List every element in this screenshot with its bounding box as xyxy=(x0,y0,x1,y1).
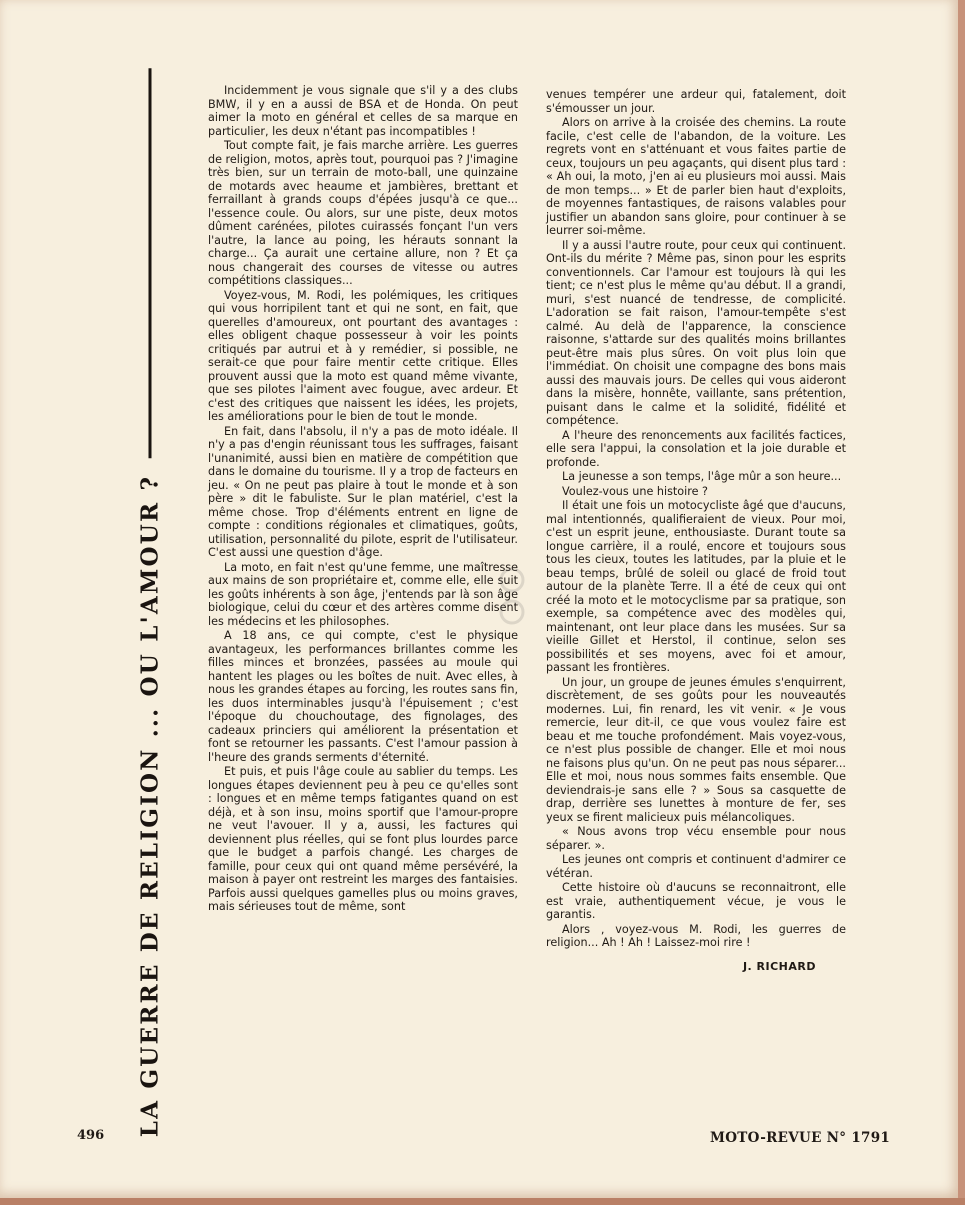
article-title xyxy=(137,69,164,1138)
page-edge-right xyxy=(958,0,965,1205)
paragraph: La jeunesse a son temps, l'âge mûr a son heure... xyxy=(562,470,842,483)
paragraph: Voulez-vous une histoire ? xyxy=(562,484,708,498)
paragraph: A l'heure des renoncements aux facilités factices, elle sera l'appui, la consolation et la joie durable et profonde. xyxy=(546,428,846,469)
paragraph: A 18 ans, ce qui compte, c'est le physique avantageux, les performances brillantes comme les filles minces et bronzées, passées au moule qui hantent les plages ou les boîtes de nuit. Avec elles, à nous les grandes étapes au forcing, les routes sans fin, les duos interminables jusqu'à l'épuisement ; c'est l'époque du chouchoutage, des fignolages, des cadeaux princiers qui améliorent la présentation et font se retourner les passants. C'est l'amour passion à l'heure des grands serments d'éternité. xyxy=(208,629,518,764)
title-rule xyxy=(149,69,152,459)
paragraph: « Nous avons trop vécu ensemble pour nous séparer. ». xyxy=(546,825,846,852)
article-title-text: LA GUERRE DE RELIGION ... OU L'AMOUR ? xyxy=(136,474,164,1138)
paragraph: Voyez-vous, M. Rodi, les polémiques, les critiques qui vous horripilent tant et qui ne sont, en fait, que querelles d'amoureux, ont pourtant des avantages : elles obligent chaque possesseur à voir les points critiqués par autrui et à y remédier, si possible, ne serait-ce que pour faire mentir cette critique. Elles prouvent aussi que la moto est quand même vivante, que ses pilotes l'aiment avec fougue, avec ardeur. Et c'est des critiques que naissent les idées, les projets, les améliorations pour le bien de tout le monde. xyxy=(208,288,518,423)
paragraph: En fait, dans l'absolu, il n'y a pas de moto idéale. Il n'y a pas d'engin réunissant tous les suffrages, faisant l'unanimité, aussi bien en matière de compétition que dans le domaine du tourisme. Il y a trop de facteurs en jeu. « On ne peut pas plaire à tout le monde et à son père » dit le fabuliste. Sur le plan matériel, c'est la même chose. Trop d'éléments entrent en ligne de compte : conditions régionales et climatiques, goûts, utilisation, personnalité du pilote, esprit de l'utilisateur. C'est aussi une question d'âge. xyxy=(208,424,518,559)
page-number: 496 xyxy=(77,1128,105,1143)
paragraph: Les jeunes ont compris et continuent d'admirer ce vétéran. xyxy=(546,853,846,880)
paragraph: Cette histoire où d'aucuns se reconnaitront, elle est vraie, authentiquement vécue, je vous le garantis. xyxy=(546,881,846,921)
paragraph: Il était une fois un motocycliste âgé que d'aucuns, mal intentionnés, qualifieraient de vieux. Pour moi, c'est un esprit jeune, enthousiaste. Durant toute sa longue carrière, il a roulé, encore et toujours sous tous les cieux, toutes les latitudes, par la pluie et le beau temps, brûlé de soleil ou glacé de froid tout autour de la planète Terre. Il a été de ceux qui ont créé la moto et le motocyclisme par sa pratique, son exemple, sa compétence avec des modèles qui, maintenant, ont leur place dans les musées. Sur sa vieille Gillet et Herstol, il continue, selon ses possibilités et ses moyens, avec foi et amour, passant les frontières. xyxy=(546,499,846,674)
paragraph: La moto, en fait n'est qu'une femme, une maîtresse aux mains de son propriétaire et, comme elle, elle suit les goûts inhérents à son âge, j'entends par là son âge biologique, celui du cœur et des artères comme disent les médecins et les philosophes. xyxy=(208,560,518,628)
paragraph: Il y a aussi l'autre route, pour ceux qui continuent. Ont-ils du mérite ? Même pas, sinon pour les esprits conventionnels. Car l'amour est toujours là qui les tient; ce n'est plus le même qu'au début. Il a grandi, muri, s'est nuancé de tendresse, de complicité. L'adoration se fait raison, l'amour-tempête s'est calmé. Au delà de l'apparence, la conscience raisonne, s'attarde sur des qualités moins brillantes peut-être mais plus sûres. On voit plus loin que l'immédiat. On choisit une compagne des bons mais aussi des mauvais jours. De celles qui vous aideront dans la misère, honnête, vaillante, sans prétention, puisant dans le calme et la solidité, fidélité et compétence. xyxy=(546,238,846,427)
paragraph: Alors on arrive à la croisée des chemins. La route facile, c'est celle de l'abandon, de la voiture. Les regrets vont en s'atténuant et vous faites partie de ceux, toujours un peu agaçants, qui disent plus tard : « Ah oui, la moto, j'en ai eu plusieurs moi aussi. Mais de mon temps... » Et de parler bien haut d'exploits, de moyennes fantastiques, de raisons valables pour justifier un abandon sans gloire, pour continuer à se leurrer soi-même. xyxy=(546,116,846,237)
left-column xyxy=(208,84,518,915)
watermark-stamp-icon xyxy=(498,566,526,630)
right-column xyxy=(546,88,846,973)
paragraph: Et puis, et puis l'âge coule au sablier du temps. Les longues étapes deviennent peu à peu ce qu'elles sont : longues et en même temps fatigantes quand on est déjà, et à son insu, moins sportif que l'amour-propre ne veut l'avouer. Il y a, aussi, les factures qui deviennent plus réelles, qui se font plus lourdes parce que le budget a parfois changé. Les charges de famille, pour ceux qui ont quand même persévéré, la maison à payer ont restreint les marges des fantaisies. Parfois aussi quelques gamelles plus ou moins graves, mais sérieuses tout de même, sont xyxy=(208,765,518,913)
vertical-title-area xyxy=(126,88,174,1138)
magazine-issue: MOTO-REVUE N° 1791 xyxy=(710,1130,891,1146)
page-edge-bottom xyxy=(0,1198,965,1205)
paragraph: Alors , voyez-vous M. Rodi, les guerres de religion... Ah ! Ah ! Laissez-moi rire ! xyxy=(546,922,846,949)
paragraph: venues tempérer une ardeur qui, fatalement, doit s'émousser un jour. xyxy=(546,88,846,115)
author-signature: J. RICHARD xyxy=(742,959,816,973)
paragraph: Incidemment je vous signale que s'il y a des clubs BMW, il y en a aussi de BSA et de Honda. On peut aimer la moto en général et celles de sa marque en particulier, les deux n'étant pas incompatibles ! xyxy=(208,84,518,138)
paragraph: Tout compte fait, je fais marche arrière. Les guerres de religion, motos, après tout, pourquoi pas ? J'imagine très bien, sur un terrain de moto-ball, une quinzaine de motards avec heaume et jambières, brettant et ferraillant à grands coups d'épées jusqu'à ce que... l'essence coule. Ou alors, sur une piste, deux motos dûment carénées, pilotes cuirassés fonçant l'un vers l'autre, la lance au poing, les hérauts sonnant la charge... Ça aurait une certaine allure, non ? Et ça nous changerait des courses de vitesse ou autres compétitions classiques... xyxy=(208,139,518,287)
paragraph: Un jour, un groupe de jeunes émules s'enquirrent, discrètement, de ses goûts pour les nouveautés modernes. Lui, fin renard, les vit venir. « Je vous remercie, leur dit-il, ce que vous voulez faire est beau et me touche profondément. Mais voyez-vous, ce n'est plus possible de changer. Elle et moi nous ne faisons plus qu'un. On ne peut pas nous séparer... Elle et moi, nous nous sommes faits ensemble. Que deviendrais-je sans elle ? » Sous sa casquette de drap, derrière ses lunettes à monture de fer, ses yeux se firent malicieux puis mélancoliques. xyxy=(546,675,846,824)
